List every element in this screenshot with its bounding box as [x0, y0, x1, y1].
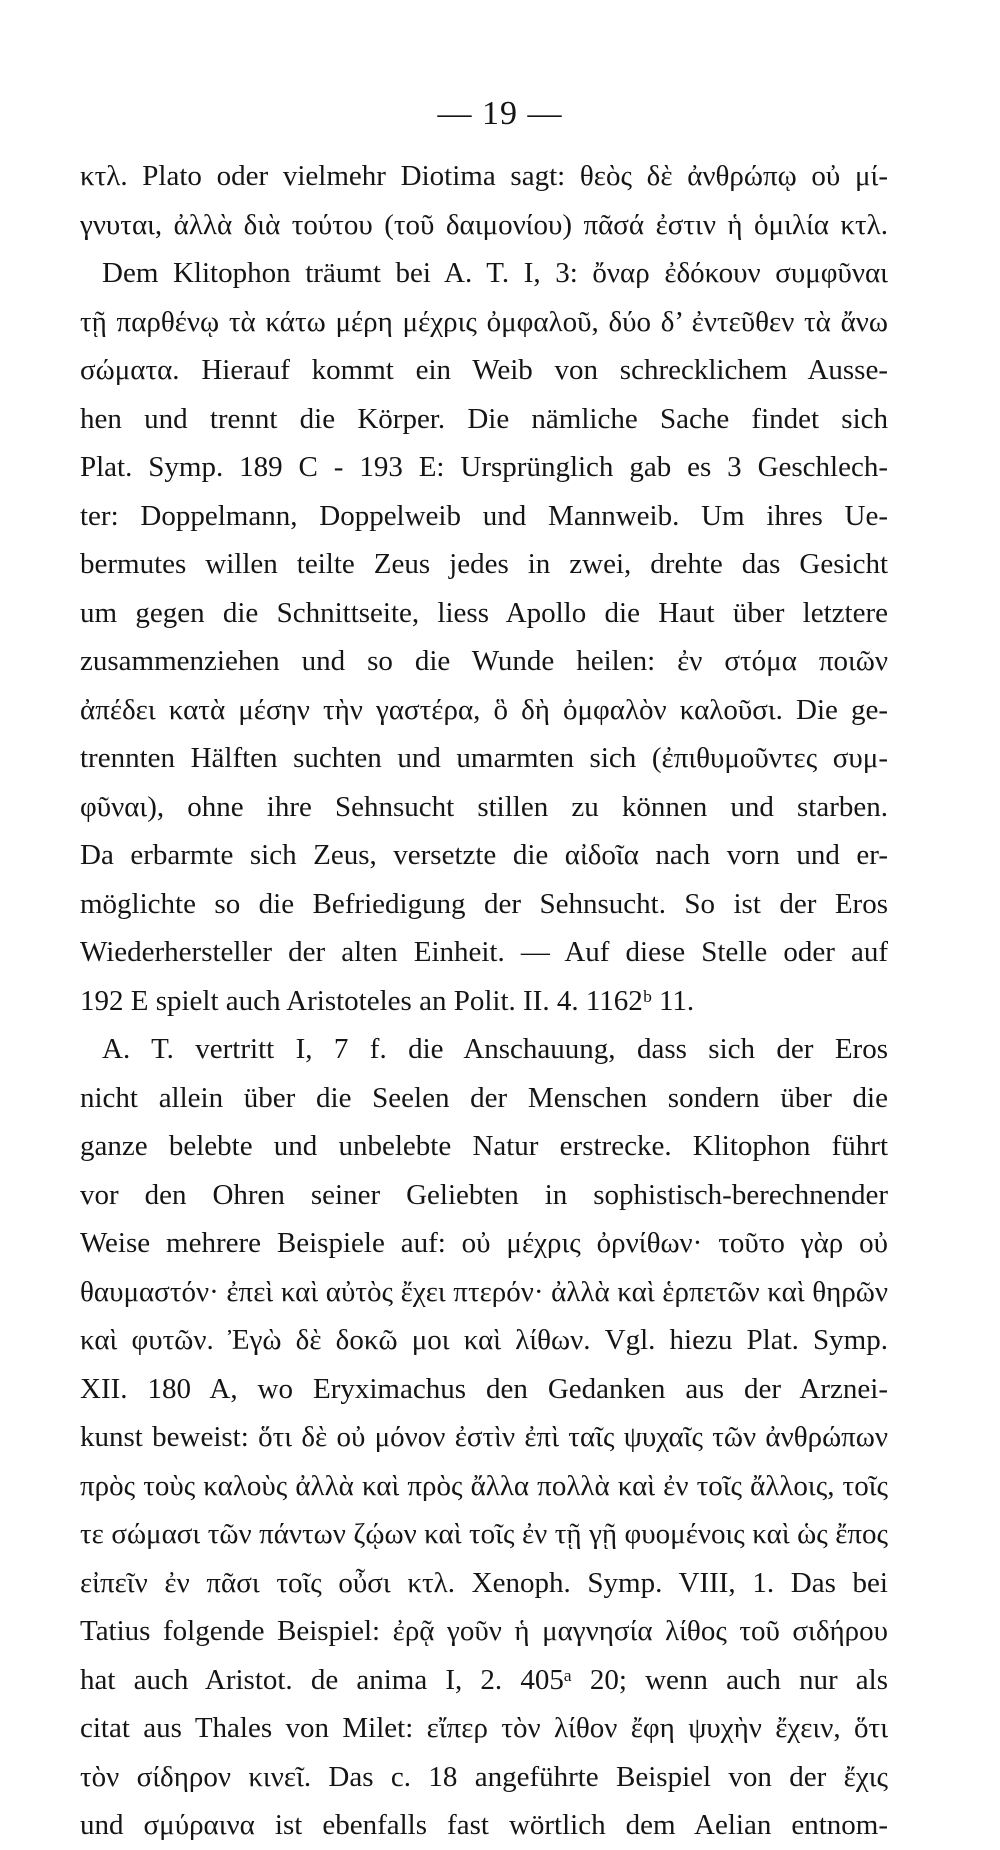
page-number: — 19 — [437, 95, 563, 132]
text-line: und σμύραινα ist ebenfalls fast wörtlich dem Aelian entnom- [80, 1809, 888, 1841]
text-line: τὸν σίδηρον κινεῖ. Das c. 18 angeführte Beispiel von der ἔχις [80, 1760, 888, 1793]
text-line: γνυται, ἀλλὰ διὰ τούτου (τοῦ δαιμονίου) πᾶσά ἐστιν ἡ ὁμιλία κτλ. [80, 208, 888, 241]
text-line: Dem Klitophon träumt bei A. T. I, 3: ὄναρ ἐδόκουν συμφῦναι [102, 257, 888, 289]
text-line: θαυμαστόν· ἐπεὶ καὶ αὐτὸς ἔχει πτερόν· ἀλλὰ καὶ ἑρπετῶν καὶ θηρῶν [80, 1275, 888, 1308]
text-line: τῇ παρθένῳ τὰ κάτω μέρη μέχρις ὀμφαλοῦ, δύο δ’ ἐντεῦθεν τὰ ἄνω [80, 305, 888, 338]
text-line: ter: Doppelmann, Doppelweib und Mannweib. Um ihres Ue- [80, 499, 888, 532]
text-line: σώματα. Hierauf kommt ein Weib von schrecklichem Ausse- [80, 354, 888, 386]
text-line: φῦναι), ohne ihre Sehnsucht stillen zu können und starben. [80, 790, 888, 823]
text-line: hen und trennt die Körper. Die nämliche Sache findet sich [80, 402, 888, 435]
text-line: um gegen die Schnittseite, liess Apollo die Haut über letztere [80, 596, 888, 629]
text-line: Da erbarmte sich Zeus, versetzte die αἰδοῖα nach vorn und er- [80, 839, 888, 871]
text-line: ἀπέδει κατὰ μέσην τὴν γαστέρα, ὃ δὴ ὀμφαλὸν καλοῦσι. Die ge- [80, 693, 888, 726]
text-line: hat auch Aristot. de anima I, 2. 405ᵃ 20; wenn auch nur als [80, 1663, 888, 1696]
body-text [80, 152, 888, 1850]
text-line: bermutes willen teilte Zeus jedes in zwei, drehte das Gesicht [80, 548, 888, 580]
text-line: ganze belebte und unbelebte Natur erstrecke. Klitophon führt [80, 1130, 888, 1162]
text-line: trennten Hälften suchten und umarmten sich (ἐπιθυμοῦντες συμ- [80, 742, 888, 774]
text-line: möglichte so die Befriedigung der Sehnsucht. So ist der Eros [80, 887, 888, 920]
text-line: Tatius folgende Beispiel: ἐρᾷ γοῦν ἡ μαγνησία λίθος τοῦ σιδήρου [80, 1615, 888, 1647]
text-line: citat aus Thales von Milet: εἴπερ τὸν λίθον ἔφη ψυχὴν ἔχειν, ὅτι [80, 1712, 888, 1744]
text-line: καὶ φυτῶν. Ἐγὼ δὲ δοκῶ μοι καὶ λίθων. Vgl. hiezu Plat. Symp. [80, 1324, 888, 1356]
text-line: Plat. Symp. 189 C - 193 E: Ursprünglich gab es 3 Geschlech- [80, 451, 888, 483]
text-line: τε σώμασι τῶν πάντων ζῴων καὶ τοῖς ἐν τῇ γῇ φυομένοις καὶ ὡς ἔπος [80, 1518, 888, 1550]
text-line: kunst beweist: ὅτι δὲ οὐ μόνον ἐστὶν ἐπὶ ταῖς ψυχαῖς τῶν ἀνθρώπων [80, 1421, 888, 1453]
text-line: XII. 180 A, wo Eryximachus den Gedanken aus der Arznei- [80, 1372, 888, 1405]
text-line: zusammenziehen und so die Wunde heilen: ἐν στόμα ποιῶν [80, 645, 888, 677]
text-line: nicht allein über die Seelen der Menschen sondern über die [80, 1081, 888, 1114]
text-line: κτλ. Plato oder vielmehr Diotima sagt: θεὸς δὲ ἀνθρώπῳ οὐ μί- [80, 160, 888, 192]
text-line: Weise mehrere Beispiele auf: οὐ μέχρις ὀρνίθων· τοῦτο γὰρ οὐ [80, 1227, 888, 1259]
text-line: Wiederhersteller der alten Einheit. — Auf diese Stelle oder auf [80, 936, 888, 968]
text-line: A. T. vertritt I, 7 f. die Anschauung, dass sich der Eros [102, 1033, 888, 1065]
text-line: 192 E spielt auch Aristoteles an Polit. II. 4. 1162ᵇ 11. [80, 984, 695, 1017]
text-line: πρὸς τοὺς καλοὺς ἀλλὰ καὶ πρὸς ἄλλα πολλὰ καὶ ἐν τοῖς ἄλλοις, τοῖς [80, 1469, 888, 1502]
text-line: vor den Ohren seiner Geliebten in sophistisch-berechnender [80, 1178, 888, 1211]
text-line: εἰπεῖν ἐν πᾶσι τοῖς οὖσι κτλ. Xenoph. Symp. VIII, 1. Das bei [80, 1566, 888, 1599]
